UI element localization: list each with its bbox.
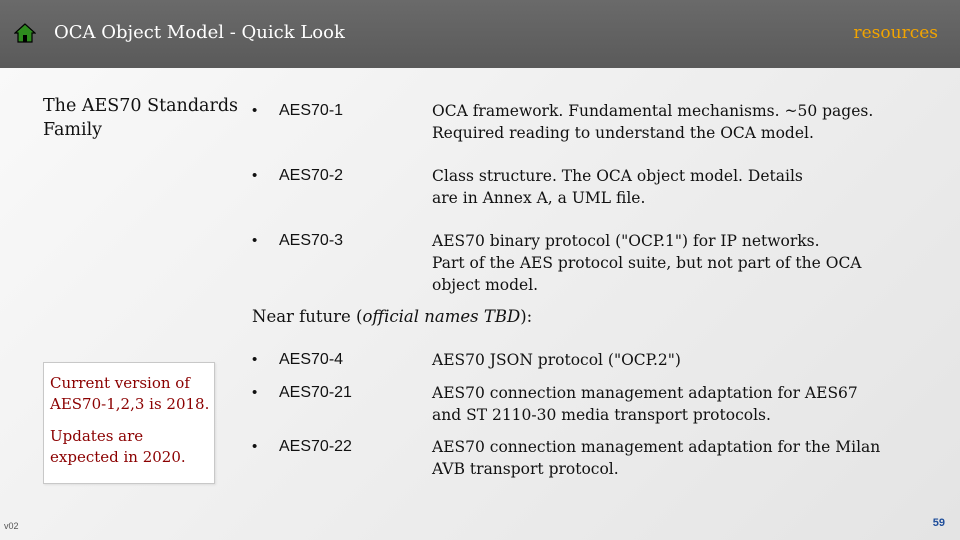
near-future-heading: Near future (official names TBD): (252, 307, 533, 326)
standard-description: AES70 binary protocol ("OCP.1") for IP networks. Part of the AES protocol suite, but not part of the OCA object model. (432, 232, 862, 294)
standard-description: AES70 connection management adaptation for AES67 and ST 2110-30 media transport protocols. (432, 384, 858, 424)
section-title: The AES70 Standards Family (43, 96, 239, 140)
current-version-note: Current version of AES70-1,2,3 is 2018. (50, 374, 210, 413)
standard-description: AES70 JSON protocol ("OCP.2") (432, 351, 681, 369)
standard-description: AES70 connection management adaptation for the Milan AVB transport protocol. (432, 438, 881, 478)
updates-note: Updates are expected in 2020. (50, 427, 186, 466)
bullet: • (252, 167, 258, 184)
bullet: • (252, 102, 258, 119)
standard-name: AES70-21 (279, 384, 352, 401)
home-icon[interactable] (14, 22, 36, 44)
standard-name: AES70-2 (279, 167, 344, 184)
resources-link[interactable]: resources (853, 23, 938, 43)
page-number: 59 (932, 517, 945, 529)
bullet: • (252, 232, 258, 249)
standard-name: AES70-4 (279, 351, 344, 368)
version-label: v02 (4, 521, 19, 531)
version-note-box (43, 362, 215, 484)
bullet: • (252, 438, 258, 455)
standard-name: AES70-3 (279, 232, 344, 249)
bullet: • (252, 384, 258, 401)
page-title: OCA Object Model - Quick Look (54, 22, 345, 43)
bullet: • (252, 351, 258, 368)
standard-name: AES70-22 (279, 438, 352, 455)
standard-description: Class structure. The OCA object model. Details are in Annex A, a UML file. (432, 167, 803, 207)
standard-name: AES70-1 (279, 102, 344, 119)
standard-description: OCA framework. Fundamental mechanisms. ~50 pages. Required reading to understand the OCA model. (432, 102, 874, 142)
title-bar (0, 0, 960, 68)
